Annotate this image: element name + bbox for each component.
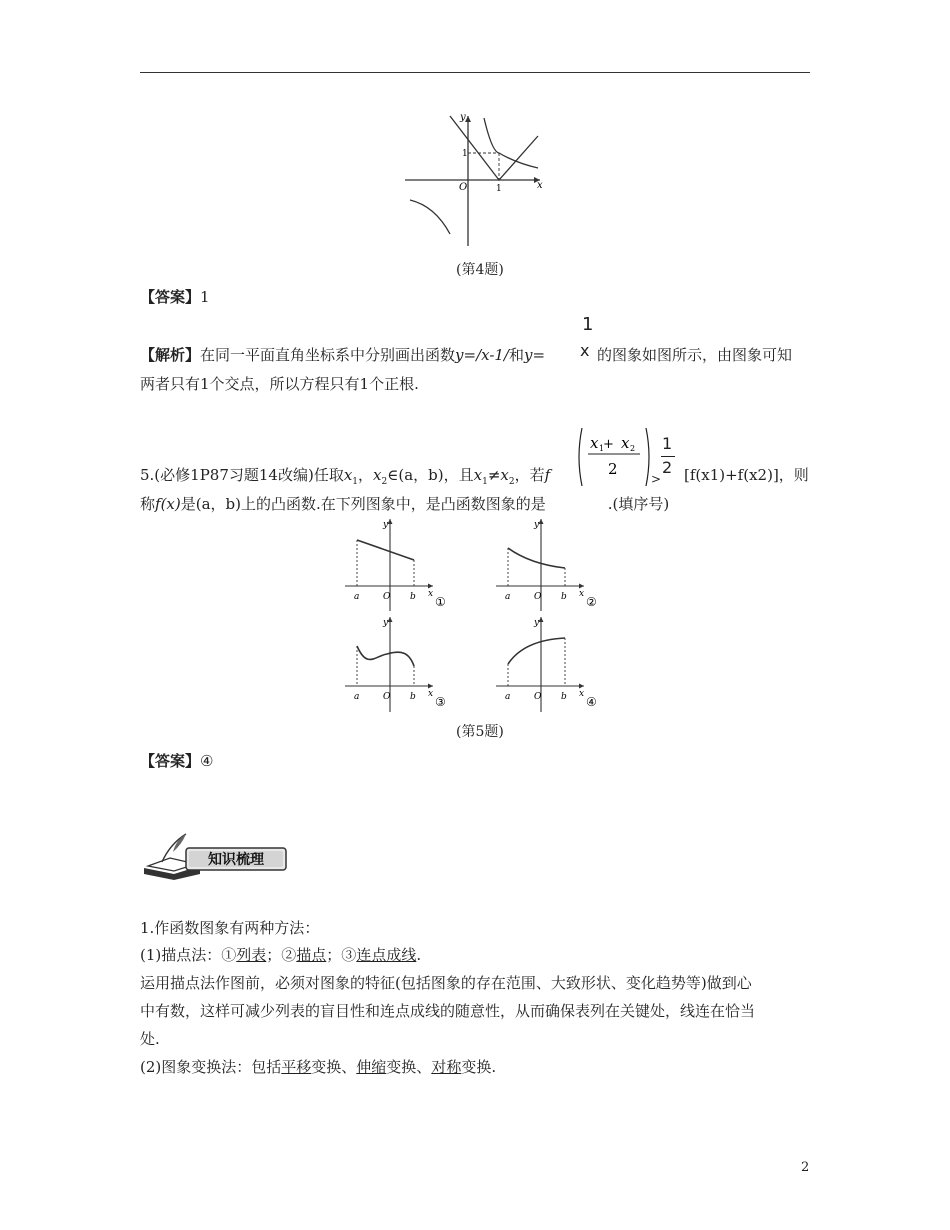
half-numerator: 1 — [662, 434, 673, 453]
svg-text:O: O — [383, 592, 391, 602]
svg-text:x: x — [428, 689, 434, 699]
svg-text:2: 2 — [608, 460, 618, 478]
banner-title: 知识梳理 — [208, 852, 264, 868]
svg-text:x: x — [428, 589, 434, 599]
q5-answer — [140, 750, 213, 771]
svg-text:b: b — [410, 592, 416, 602]
answer-label: 【答案】 — [140, 752, 201, 770]
function-abs: y=/x-1/ — [455, 346, 509, 364]
knowledge-p1: 1.作函数图象有两种方法： — [140, 919, 320, 937]
answer-label: 【答案】 — [140, 288, 201, 306]
q5-line1-start: 5.(必修1P87习题14改编)任取$x_1$，$x_2\in(a$，b)，且$x_1\ne x_2$，若f — [140, 466, 551, 487]
q5-bracket-text: [f(x1)+f(x2)]，则 — [684, 466, 809, 484]
marker-1: ① — [435, 595, 446, 609]
svg-text:1: 1 — [599, 444, 605, 453]
half-bar — [661, 456, 675, 457]
knowledge-p2: (1)描点法：①列表；②描点；③连点成线. — [140, 946, 422, 964]
frac-denominator: x — [580, 341, 590, 360]
svg-text:y: y — [383, 618, 389, 628]
answer-value: ④ — [200, 752, 214, 770]
svg-text:x: x — [579, 589, 585, 599]
svg-text:2: 2 — [630, 444, 636, 453]
q4-caption: (第4题) — [456, 262, 504, 278]
svg-text:a: a — [505, 692, 511, 702]
knowledge-p3: 运用描点法作图前，必须对图象的特征(包括图象的存在范围、大致形状、变化趋势等)做到心 — [140, 974, 752, 992]
q4-y-label: y — [460, 112, 466, 123]
svg-text:x: x — [579, 689, 585, 699]
analysis-label: 【解析】 — [140, 346, 201, 364]
svg-text:O: O — [383, 692, 391, 702]
header-rule — [140, 72, 810, 73]
q4-hyperbola-right — [484, 118, 538, 168]
svg-text:a: a — [354, 592, 360, 602]
svg-text:+: + — [603, 437, 614, 452]
q5-gt: > — [651, 472, 662, 486]
svg-text:b: b — [561, 692, 567, 702]
half-denominator: 2 — [662, 458, 673, 477]
page-number: 2 — [801, 1160, 810, 1175]
svg-text:x: x — [590, 434, 599, 452]
q4-origin-label: O — [459, 182, 468, 193]
svg-text:b: b — [561, 592, 567, 602]
q5-graph-3 — [343, 614, 458, 714]
svg-text:O: O — [534, 692, 542, 702]
svg-text:b: b — [410, 692, 416, 702]
q5-mean-fraction — [576, 426, 652, 488]
svg-text:y: y — [534, 520, 540, 530]
svg-text:a: a — [505, 592, 511, 602]
q4-analysis-line2: 两者只有1个交点，所以方程只有1个正根. — [140, 375, 419, 393]
q5-caption: (第5题) — [456, 724, 504, 740]
svg-text:O: O — [534, 592, 542, 602]
answer-value: 1 — [200, 288, 210, 306]
q5-line2: 称f(x)是(a，b)上的凸函数.在下列图象中，是凸函数图象的是 .(填序号) — [140, 495, 670, 513]
q5-graph-2 — [494, 516, 609, 616]
knowledge-p6: (2)图象变换法：包括平移变换、伸缩变换、对称变换. — [140, 1058, 497, 1076]
q5-graph-4 — [494, 614, 609, 714]
q4-figure — [400, 108, 550, 248]
knowledge-p5: 处. — [140, 1030, 160, 1048]
q4-one-y-label: 1 — [462, 149, 468, 159]
function-recip: y= — [524, 346, 546, 364]
svg-text:y: y — [383, 520, 389, 530]
q4-answer — [140, 286, 210, 307]
q4-hyperbola-left — [410, 200, 450, 234]
q4-one-x-label: 1 — [496, 184, 502, 194]
svg-text:x: x — [621, 434, 630, 452]
knowledge-banner — [140, 830, 290, 882]
marker-2: ② — [586, 595, 597, 609]
marker-4: ④ — [586, 695, 597, 709]
knowledge-p4: 中有数，这样可减少列表的盲目性和连点成线的随意性，从而确保表列在关键处，线连在恰当 — [140, 1002, 756, 1020]
q5-graph-1 — [343, 516, 458, 616]
marker-3: ③ — [435, 695, 446, 709]
q4-x-label: x — [537, 180, 543, 191]
svg-text:a: a — [354, 692, 360, 702]
q4-analysis-tail: 的图象如图所示，由图象可知 — [597, 346, 793, 364]
q4-analysis-line1: 【解析】在同一平面直角坐标系中分别画出函数y=/x-1/和y= — [140, 346, 546, 364]
q4-y-arrow — [465, 116, 471, 122]
frac-numerator: 1 — [582, 314, 594, 335]
svg-text:y: y — [534, 618, 540, 628]
